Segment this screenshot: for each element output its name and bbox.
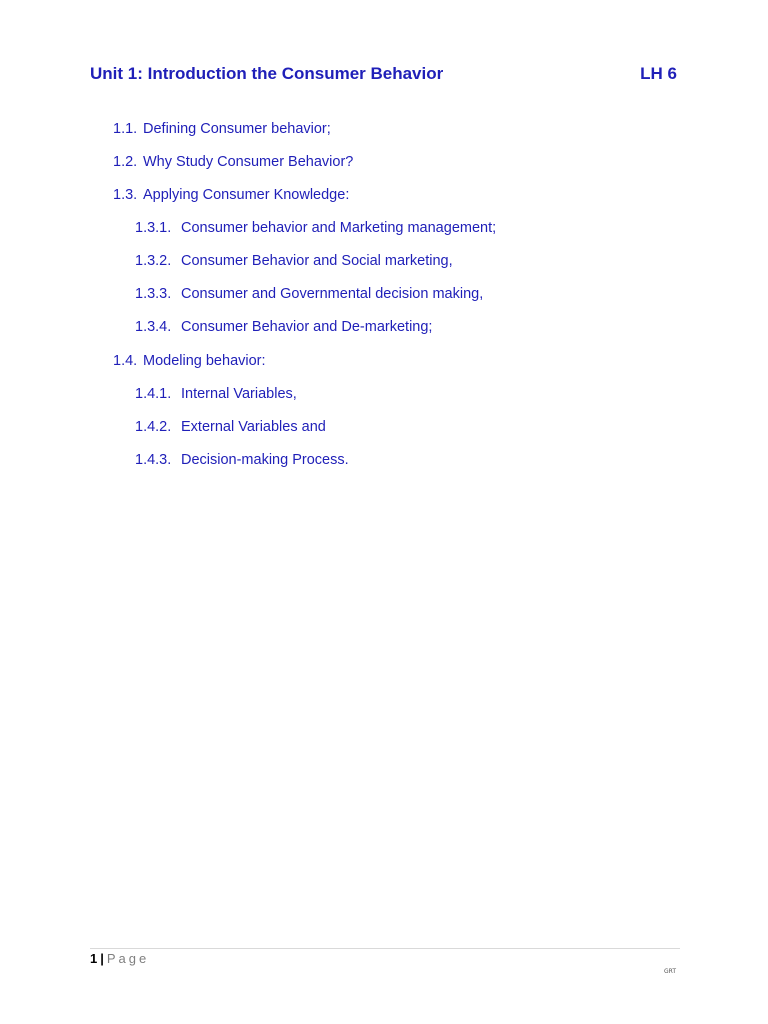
outline-text: External Variables and [181, 419, 326, 435]
outline-number: 1.3.2. [135, 253, 172, 269]
footer-separator: | [100, 951, 104, 966]
outline-number: 1.1. [113, 121, 138, 137]
page-footer [90, 951, 149, 966]
outline-text: Consumer and Governmental decision making, [181, 286, 484, 302]
outline-item [135, 319, 432, 335]
outline-item [135, 220, 496, 236]
outline-text: Consumer Behavior and De-marketing; [181, 319, 433, 335]
outline-number: 1.3. [113, 187, 138, 203]
outline-text: Applying Consumer Knowledge: [143, 187, 350, 203]
unit-heading [90, 64, 680, 84]
lecture-hours: LH 6 [640, 64, 677, 83]
outline-text: Consumer behavior and Marketing management; [181, 220, 497, 236]
outline-item [135, 452, 349, 468]
outline-number: 1.4. [113, 353, 138, 369]
outline-item [113, 121, 331, 137]
outline-item [113, 353, 266, 369]
outline-item [113, 187, 349, 203]
outline-number: 1.3.3. [135, 286, 172, 302]
outline-item [135, 386, 297, 402]
outline-text: Consumer Behavior and Social marketing, [181, 253, 453, 269]
outline-number: 1.4.1. [135, 386, 172, 402]
outline-text: Defining Consumer behavior; [143, 121, 331, 137]
outline-item [135, 253, 453, 269]
outline-number: 1.3.4. [135, 319, 172, 335]
outline-item [113, 154, 353, 170]
unit-title: Unit 1: Introduction the Consumer Behavior [90, 64, 444, 83]
outline-number: 1.4.3. [135, 452, 172, 468]
outline-number: 1.4.2. [135, 419, 172, 435]
outline-text: Modeling behavior: [143, 353, 266, 369]
outline-number: 1.3.1. [135, 220, 172, 236]
outline-number: 1.2. [113, 154, 138, 170]
outline-item [135, 286, 483, 302]
footer-divider [90, 948, 680, 949]
outline-text: Why Study Consumer Behavior? [143, 154, 354, 170]
page-number: 1 [90, 951, 98, 966]
outline-item [135, 419, 326, 435]
outline-text: Decision-making Process. [181, 452, 349, 468]
outline-text: Internal Variables, [181, 386, 297, 402]
corner-mark: GRT [664, 968, 677, 975]
page-label: Page [106, 951, 150, 966]
